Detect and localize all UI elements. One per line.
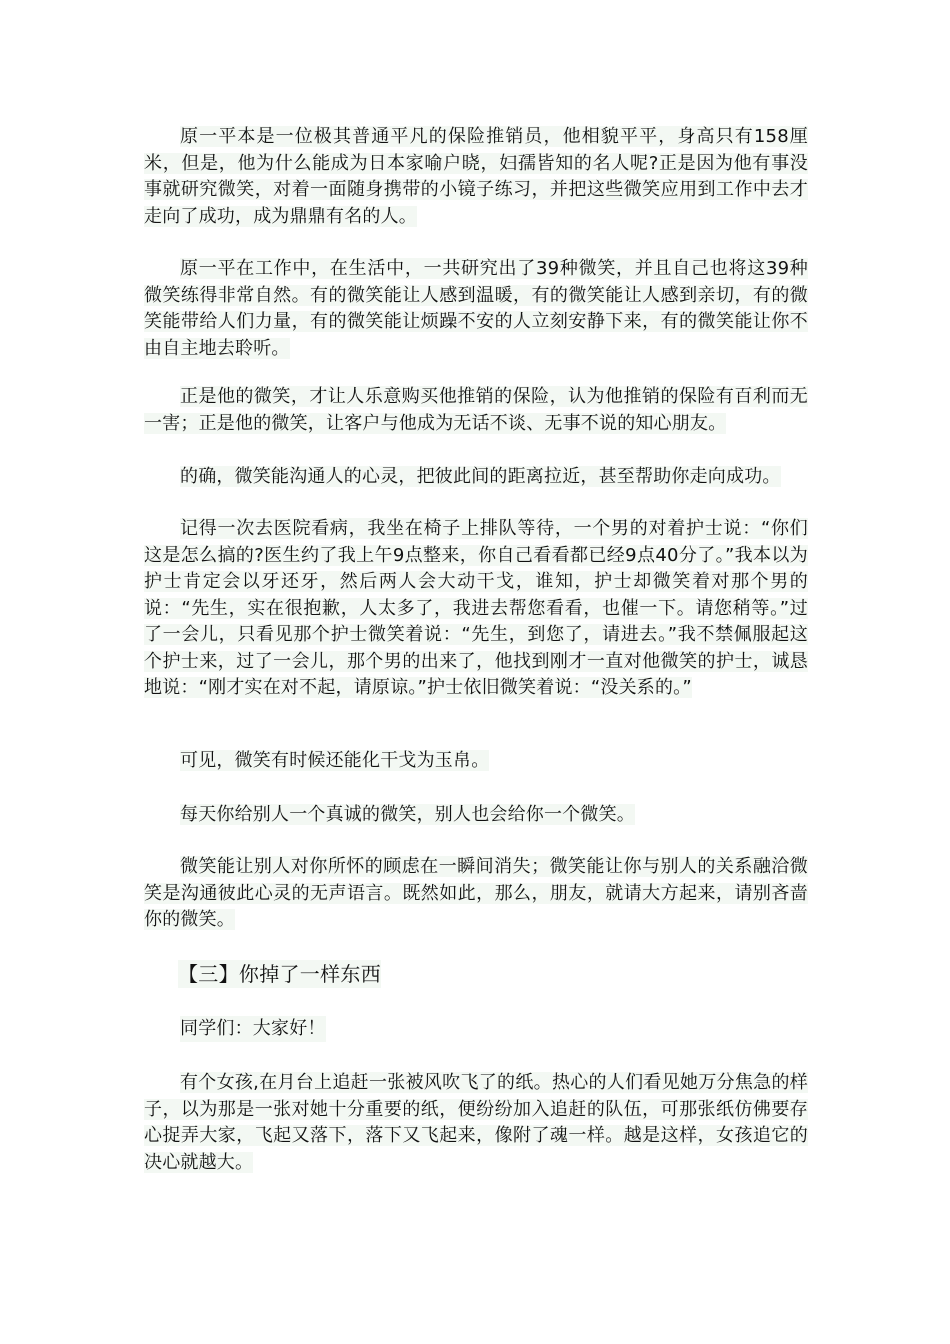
section-heading: 【三】你掉了一样东西: [178, 962, 381, 986]
paragraph-daily-smile: [144, 802, 808, 829]
paragraph-text: 有个女孩,在月台上追赶一张被风吹飞了的纸。热心的人们看见她万分焦急的样子，以为那是一张对她十分重要的纸，便纷纷加入追赶的队伍，可那张纸仿佛要存心捉弄大家，飞起又落下，落下又飞起来，像附了魂一样。越是这样，女孩追它的决心就越大。: [144, 1072, 808, 1173]
paragraph-text: 正是他的微笑，才让人乐意购买他推销的保险，认为他推销的保险有百利而无一害；正是他的微笑，让客户与他成为无话不谈、无事不说的知心朋友。: [144, 386, 808, 434]
paragraph-text: 的确，微笑能沟通人的心灵，把彼此间的距离拉近，甚至帮助你走向成功。: [180, 466, 781, 487]
paragraph-text: 原一平本是一位极其普通平凡的保险推销员，他相貌平平，身高只有158厘米，但是，他为什么能成为日本家喻户晓，妇孺皆知的名人呢?正是因为他有事没事就研究微笑，对着一面随身携带的小镜子练习，并把这些微笑应用到工作中去才走向了成功，成为鼎鼎有名的人。: [144, 126, 808, 227]
paragraph-text: 微笑能让别人对你所怀的顾虑在一瞬间消失；微笑能让你与别人的关系融洽微笑是沟通彼此心灵的无声语言。既然如此，那么，朋友，就请大方起来，请别吝啬你的微笑。: [144, 856, 808, 930]
paragraph-his-smile: [144, 384, 808, 437]
paragraph-indeed: [144, 464, 808, 491]
paragraph-girl-story: [144, 1070, 808, 1176]
paragraph-smile-language: [144, 854, 808, 934]
paragraph-text: 记得一次去医院看病，我坐在椅子上排队等待，一个男的对着护士说：“你们这是怎么搞的?医生约了我上午9点整来，你自己看看都已经9点40分了。”我本以为护士肯定会以牙还牙，然后两人会大动干戈，谁知，护士却微笑着对那个男的说：“先生，实在很抱歉，人太多了，我进去帮您看看，也催一下。请您稍等。”过了一会儿，只看见那个护士微笑着说：“先生，到您了，请进去。”我不禁佩服起这个护士来，过了一会儿，那个男的出来了，他找到刚才一直对他微笑的护士，诚恳地说：“刚才实在对不起，请原谅。”护士依旧微笑着说：“没关系的。”: [144, 518, 808, 698]
paragraph-hospital-story: [144, 516, 808, 702]
paragraph-text: 原一平在工作中，在生活中，一共研究出了39种微笑，并且自己也将这39种微笑练得非常自然。有的微笑能让人感到温暖，有的微笑能让人感到亲切，有的微笑能带给人们力量，有的微笑能让烦躁不安的人立刻安静下来，有的微笑能让你不由自主地去聆听。: [144, 258, 808, 359]
paragraph-text: 可见，微笑有时候还能化干戈为玉帛。: [180, 750, 490, 771]
greeting: 同学们：大家好！: [180, 1016, 326, 1042]
paragraph-yuan-yiping-intro: [144, 124, 808, 230]
paragraph-text: 每天你给别人一个真诚的微笑，别人也会给你一个微笑。: [180, 804, 635, 825]
paragraph-39-smiles: [144, 256, 808, 362]
paragraph-conclusion: [144, 748, 808, 775]
